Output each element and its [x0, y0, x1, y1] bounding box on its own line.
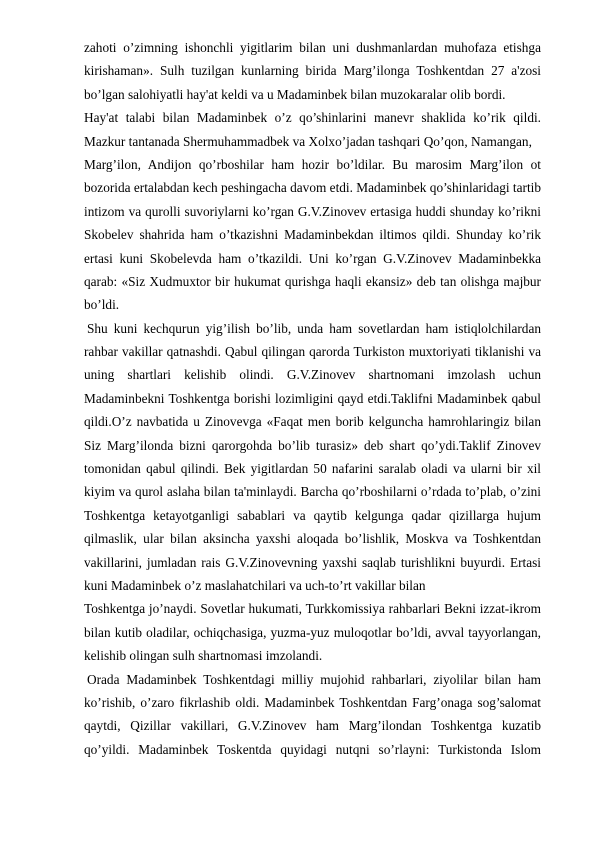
text-line-24: kuni Madaminbek o’z maslahatchilari va uch-to’rt vakillar bilan: [84, 577, 426, 593]
document-page: [84, 36, 541, 761]
text-line-17: qildi.O’z navbatida u Zinovevga «Faqat men borib kelguncha hamrohlaringiz bilan: [84, 414, 541, 430]
text-line-6: Marg’ilon, Andijon qo’rboshilar ham hozir bo’ldilar. Bu marosim Marg’ilon ot: [84, 156, 541, 172]
text-line-20: kiyim va qurol aslaha bilan ta'minlaydi. Barcha qo’rboshilarni o’rdada to’plab, o’zini: [84, 484, 541, 500]
text-line-29: ko’rishib, o’zaro fikrlashib oldi. Madaminbek Toshkentdan Farg’onaga sog’salomat: [84, 694, 541, 710]
text-line-18: Siz Marg’ilonda bizni qarorgohda bo’lib turasiz» deb shart qo’ydi.Taklif Zinovev: [84, 437, 541, 453]
text-line-30: qaytdi, Qizillar vakillari, G.V.Zinovev ham Marg’ilondan Toshkentga kuzatib: [84, 718, 541, 734]
text-line-21: Toshkentga ketayotganligi sabablari va qaytib kelgunga qadar qizillarga hujum: [84, 507, 541, 523]
text-line-12: bo’ldi.: [84, 297, 120, 313]
text-line-22: qilmaslik, ular bilan aksincha yaxshi aloqada bo’lishlik, Moskva va Toshkentdan: [84, 531, 541, 547]
text-line-28: Orada Madaminbek Toshkentdagi milliy mujohid rahbarlari, ziyolilar bilan ham: [87, 671, 541, 687]
text-line-26: bilan kutib oladilar, ochiqchasiga, yuzma-yuz muloqotlar bo’ldi, avval tayyorlangan,: [84, 624, 541, 640]
text-line-3: bo’lgan salohiyatli hay'at keldi va u Madaminbek bilan muzokaralar olib bordi.: [84, 86, 506, 102]
text-line-4: Hay'at talabi bilan Madaminbek o’z qo’shinlarini manevr shaklida ko’rik qildi.: [84, 110, 541, 126]
text-line-9: Skobelev shahrida ham o’tkazishni Madaminbekdan iltimos qildi. Shunday ko’rik: [84, 227, 541, 243]
text-line-14: rahbar vakillar qatnashdi. Qabul qilingan qarorda Turkiston muxtoriyati tiklanishi va: [84, 344, 541, 360]
text-line-2: kirishaman». Sulh tuzilgan kunlarning birida Marg’ilonga Toshkentdan 27 a'zosi: [84, 63, 541, 79]
text-line-25: Toshkentga jo’naydi. Sovetlar hukumati, Turkkomissiya rahbarlari Bekni izzat-ikrom: [84, 601, 541, 617]
text-line-5: Mazkur tantanada Shermuhammadbek va Xolxo’jadan tashqari Qo’qon, Namangan,: [84, 133, 532, 149]
text-line-10: ertasi kuni Skobelevda ham o’tkazildi. Uni ko’rgan G.V.Zinovev Madaminbekka: [84, 250, 541, 266]
document-text-body: [84, 36, 541, 761]
text-line-7: bozorida ertalabdan kech peshingacha davom etdi. Madaminbek qo’shinlaridagi tartib: [84, 180, 541, 196]
text-line-11: qarab: «Siz Xudmuxtor bir hukumat qurishga haqli ekansiz» deb tan olishga majbur: [84, 273, 541, 289]
text-line-27: kelishib olingan sulh shartnomasi imzolandi.: [84, 648, 323, 664]
text-line-23: vakillarini, jumladan rais G.V.Zinovevning yaxshi saqlab turishlikni buyurdi. Ertasi: [84, 554, 541, 570]
text-line-15: uning shartlari kelishib olindi. G.V.Zinovev shartnomani imzolash uchun: [84, 367, 541, 383]
text-line-31: qo’yildi. Madaminbek Toskentda quyidagi nutqni so’rlayni: Turkistonda Islom: [84, 741, 541, 757]
text-line-19: tomonidan qabul qilindi. Bek yigitlardan 50 nafarini saralab oladi va ularni bir xil: [84, 461, 541, 477]
text-line-8: intizom va qurolli suvoriylarni ko’rgan G.V.Zinovev ertasiga huddi shunday ko’rikni: [84, 203, 541, 219]
text-line-13: Shu kuni kechqurun yig’ilish bo’lib, unda ham sovetlardan ham istiqlolchilardan: [87, 320, 541, 336]
text-line-16: Madaminbekni Toshkentga borishi lozimligini qayd etdi.Taklifni Madaminbek qabul: [84, 390, 541, 406]
text-line-1: zahoti o’zimning ishonchli yigitlarim bilan uni dushmanlardan muhofaza etishga: [84, 40, 541, 55]
